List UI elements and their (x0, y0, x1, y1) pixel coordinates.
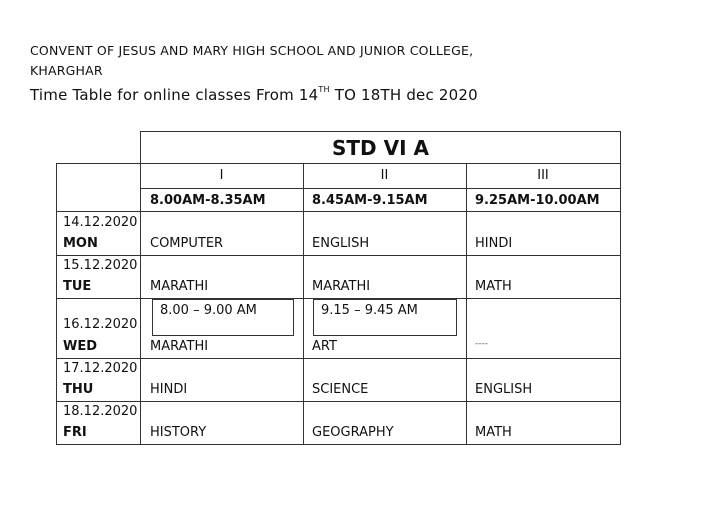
period-numeral: II (380, 168, 389, 183)
row-day: TUE (63, 279, 92, 294)
subject-cell: HISTORY (150, 425, 207, 440)
row-date: 16.12.2020 (63, 317, 138, 332)
row-date: 18.12.2020 (63, 404, 138, 419)
period-numeral: III (537, 168, 549, 183)
row-day: FRI (63, 425, 87, 440)
subject-cell: ---- (475, 339, 488, 349)
row-day: WED (63, 339, 98, 354)
period-time: 8.45AM-9.15AM (312, 193, 428, 208)
grid-line (303, 163, 304, 445)
grid-line (140, 188, 621, 189)
school-location: KHARGHAR (30, 63, 103, 78)
subject-cell: MATH (475, 425, 512, 440)
subject-cell: HINDI (150, 382, 188, 397)
subject-cell: MARATHI (150, 339, 209, 354)
class-title: STD VI A (332, 136, 429, 160)
subject-cell: HINDI (475, 236, 513, 251)
subject-cell: COMPUTER (150, 236, 224, 251)
row-day: MON (63, 236, 98, 251)
timetable-subtitle: Time Table for online classes From 14TH TO 18TH dec 2020 (30, 85, 478, 104)
subject-cell: GEOGRAPHY (312, 425, 394, 440)
subject-cell: MARATHI (312, 279, 371, 294)
subject-cell: ENGLISH (312, 236, 370, 251)
subject-cell: SCIENCE (312, 382, 369, 397)
row-date: 17.12.2020 (63, 361, 138, 376)
subject-cell: ART (312, 339, 337, 354)
special-time-box: 8.00 – 9.00 AM (152, 299, 294, 336)
subject-cell: MATH (475, 279, 512, 294)
subject-cell: ENGLISH (475, 382, 533, 397)
period-time: 9.25AM-10.00AM (475, 193, 600, 208)
grid-line (466, 163, 467, 445)
row-date: 15.12.2020 (63, 258, 138, 273)
row-day: THU (63, 382, 94, 397)
grid-line (56, 163, 57, 445)
grid-line (620, 131, 621, 445)
period-time: 8.00AM-8.35AM (150, 193, 266, 208)
row-date: 14.12.2020 (63, 215, 138, 230)
grid-line (140, 131, 621, 132)
school-name: CONVENT OF JESUS AND MARY HIGH SCHOOL AND JUNIOR COLLEGE, (30, 43, 474, 58)
special-time-box: 9.15 – 9.45 AM (313, 299, 457, 336)
subject-cell: MARATHI (150, 279, 209, 294)
period-numeral: I (219, 168, 224, 183)
